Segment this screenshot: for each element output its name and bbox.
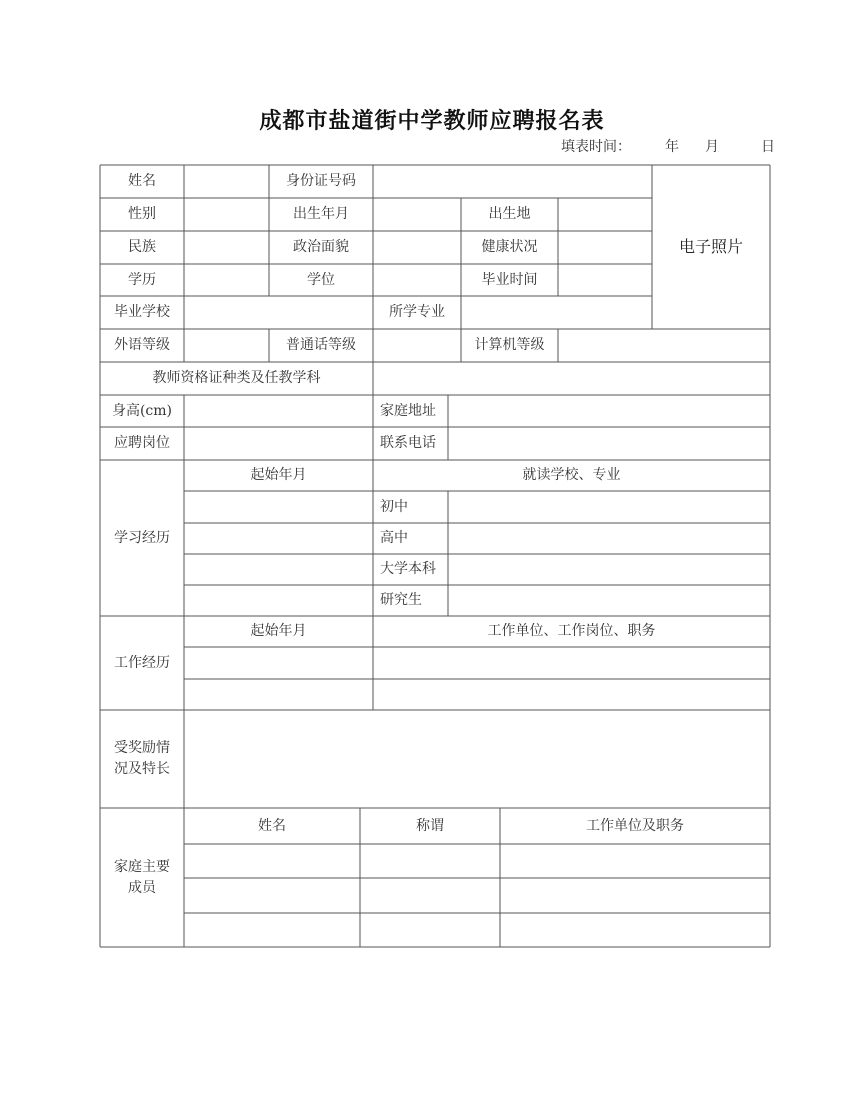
label-mandarin: 普通话等级 — [286, 337, 356, 353]
fill-date-label: 填表时间： — [561, 139, 631, 155]
work-start-header: 起始年月 — [250, 623, 307, 639]
label-foreign-language: 外语等级 — [114, 337, 170, 353]
mandarin-field[interactable] — [373, 329, 461, 362]
work-start-field[interactable] — [184, 679, 373, 710]
work-detail-field[interactable] — [373, 647, 770, 679]
label-birth-date: 出生年月 — [293, 206, 349, 222]
label-ethnicity: 民族 — [128, 239, 156, 255]
label-height: 身高(cm) — [111, 402, 173, 419]
work-detail-field[interactable] — [373, 679, 770, 710]
family-work-field[interactable] — [500, 844, 770, 878]
position-field[interactable] — [184, 427, 373, 460]
study-level-undergrad: 大学本科 — [380, 561, 436, 577]
label-family — [100, 808, 184, 947]
family-relation-field[interactable] — [360, 878, 500, 913]
family-name-field[interactable] — [184, 844, 360, 878]
study-start-header: 起始年月 — [250, 467, 307, 483]
study-start-senior[interactable] — [184, 523, 373, 554]
study-start-graduate[interactable] — [184, 585, 373, 616]
study-school-graduate[interactable] — [448, 585, 770, 616]
label-position: 应聘岗位 — [114, 435, 170, 451]
label-political-status: 政治面貌 — [293, 239, 349, 255]
family-relation-field[interactable] — [360, 913, 500, 947]
gender-field[interactable] — [184, 198, 269, 231]
label-work-history: 工作经历 — [114, 654, 170, 671]
address-field[interactable] — [448, 395, 770, 427]
label-awards — [100, 710, 184, 808]
label-graduate-school: 毕业学校 — [114, 304, 170, 320]
study-level-senior: 高中 — [380, 530, 408, 546]
study-school-senior[interactable] — [448, 523, 770, 554]
study-start-undergrad[interactable] — [184, 554, 373, 585]
label-health: 健康状况 — [481, 239, 538, 255]
family-work-field[interactable] — [500, 878, 770, 913]
birth-date-field[interactable] — [373, 198, 461, 231]
label-education: 学历 — [128, 271, 156, 288]
family-name-header: 姓名 — [258, 817, 286, 834]
label-name: 姓名 — [128, 173, 156, 189]
work-detail-header: 工作单位、工作岗位、职务 — [487, 623, 656, 639]
label-degree: 学位 — [307, 271, 335, 288]
label-birthplace: 出生地 — [488, 206, 531, 222]
study-school-header: 就读学校、专业 — [522, 467, 621, 483]
label-graduation-time: 毕业时间 — [481, 271, 538, 288]
study-school-undergrad[interactable] — [448, 554, 770, 585]
label-phone: 联系电话 — [380, 435, 436, 451]
foreign-language-field[interactable] — [184, 329, 269, 362]
label-family-line2: 成员 — [128, 879, 156, 896]
study-start-junior[interactable] — [184, 491, 373, 523]
name-field[interactable] — [184, 165, 269, 198]
computer-field[interactable] — [558, 329, 770, 362]
phone-field[interactable] — [448, 427, 770, 460]
political-status-field[interactable] — [373, 231, 461, 264]
label-teacher-cert: 教师资格证种类及任教学科 — [152, 370, 321, 386]
family-relation-field[interactable] — [360, 844, 500, 878]
label-awards-line1: 受奖励情 — [114, 740, 170, 756]
height-field[interactable] — [184, 395, 373, 427]
study-level-junior: 初中 — [380, 498, 408, 515]
major-field[interactable] — [461, 296, 652, 329]
family-work-field[interactable] — [500, 913, 770, 947]
family-name-field[interactable] — [184, 878, 360, 913]
study-school-junior[interactable] — [448, 491, 770, 523]
degree-field[interactable] — [373, 264, 461, 296]
label-gender: 性别 — [128, 206, 156, 222]
health-field[interactable] — [558, 231, 652, 264]
birthplace-field[interactable] — [558, 198, 652, 231]
id-number-field[interactable] — [373, 165, 652, 198]
study-level-graduate: 研究生 — [380, 592, 422, 608]
photo-placeholder[interactable]: 电子照片 — [678, 237, 743, 256]
label-study-history: 学习经历 — [114, 529, 170, 546]
fill-date-year: 年 — [665, 139, 679, 155]
graduate-school-field[interactable] — [184, 296, 373, 329]
label-id-number: 身份证号码 — [286, 173, 356, 189]
education-field[interactable] — [184, 264, 269, 296]
teacher-cert-field[interactable] — [373, 362, 770, 395]
awards-field[interactable] — [184, 710, 770, 808]
label-awards-line2: 况及特长 — [114, 761, 170, 777]
family-name-field[interactable] — [184, 913, 360, 947]
work-start-field[interactable] — [184, 647, 373, 679]
label-major: 所学专业 — [389, 304, 445, 320]
graduation-time-field[interactable] — [558, 264, 652, 296]
fill-date-day: 日 — [761, 139, 775, 155]
label-address: 家庭地址 — [380, 402, 436, 419]
ethnicity-field[interactable] — [184, 231, 269, 264]
fill-date-month: 月 — [705, 139, 719, 155]
family-work-header: 工作单位及职务 — [586, 817, 684, 834]
label-family-line1: 家庭主要 — [114, 858, 170, 875]
family-relation-header: 称谓 — [416, 817, 444, 834]
label-computer: 计算机等级 — [474, 337, 545, 353]
form-title: 成都市盐道街中学教师应聘报名表 — [259, 109, 605, 134]
